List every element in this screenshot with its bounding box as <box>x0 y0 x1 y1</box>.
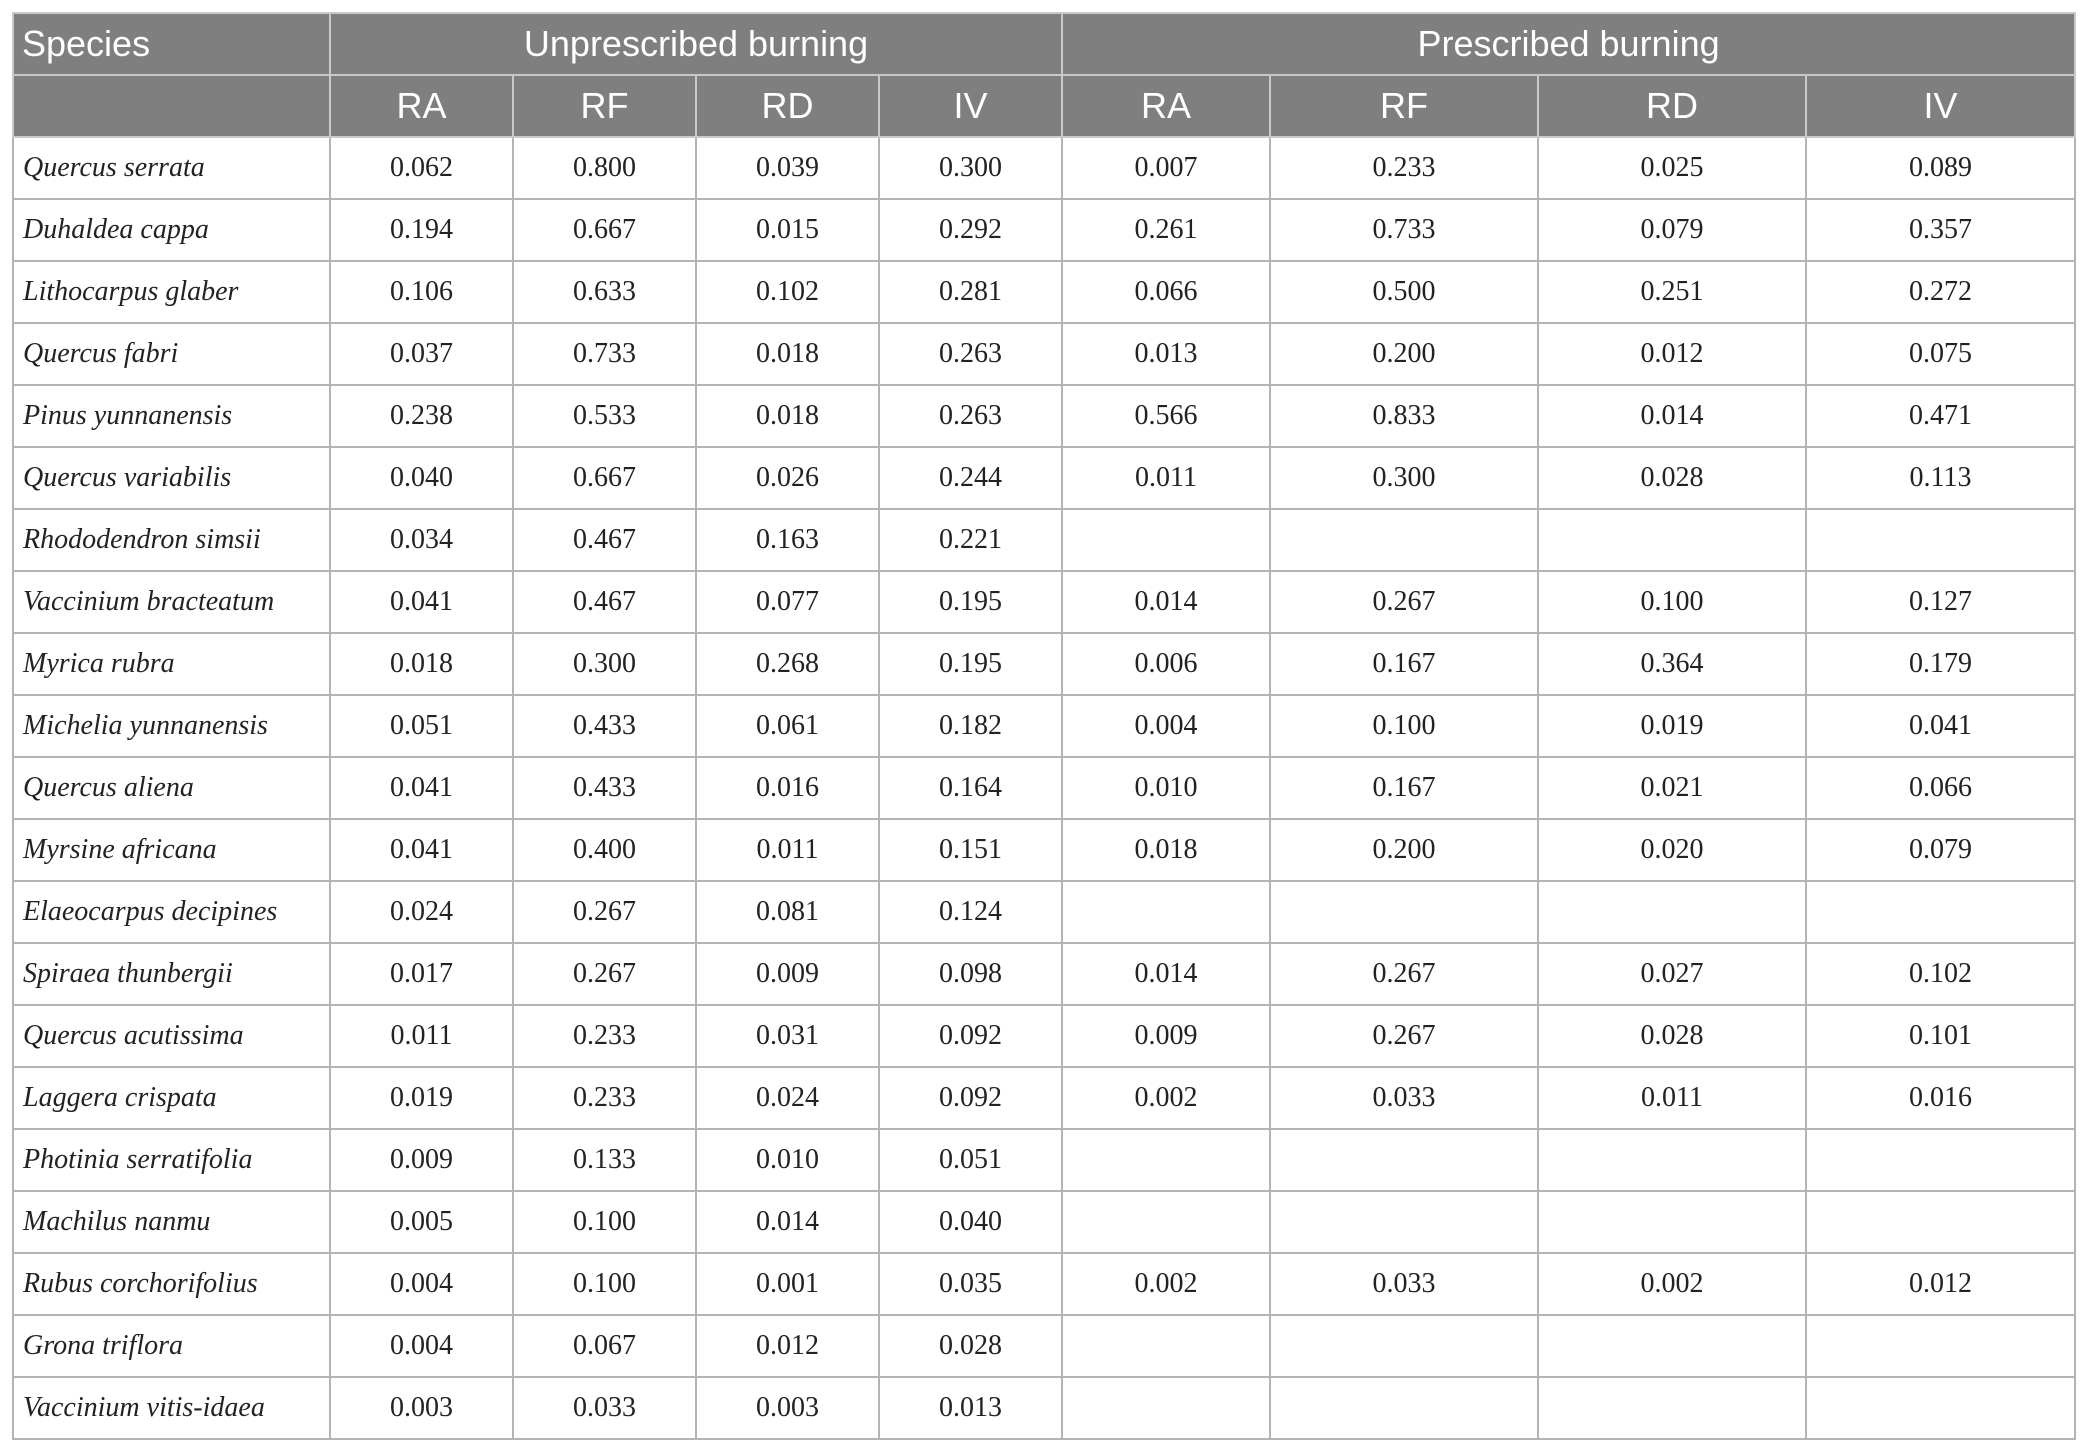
prescribed-ra-cell <box>1062 881 1270 943</box>
unprescribed-rd-cell: 0.031 <box>696 1005 879 1067</box>
unprescribed-rf-cell: 0.667 <box>513 199 696 261</box>
prescribed-ra-cell: 0.010 <box>1062 757 1270 819</box>
unprescribed-rf-cell: 0.267 <box>513 943 696 1005</box>
prescribed-rf-cell <box>1270 1191 1538 1253</box>
species-name-cell: Rhododendron simsii <box>13 509 330 571</box>
prescribed-rf-cell <box>1270 1377 1538 1439</box>
unprescribed-rf-cell: 0.267 <box>513 881 696 943</box>
prescribed-iv-cell <box>1806 1315 2075 1377</box>
prescribed-rd-cell: 0.019 <box>1538 695 1806 757</box>
prescribed-iv-cell: 0.012 <box>1806 1253 2075 1315</box>
unprescribed-rd-cell: 0.018 <box>696 385 879 447</box>
unprescribed-ra-cell: 0.024 <box>330 881 513 943</box>
unprescribed-iv-cell: 0.013 <box>879 1377 1062 1439</box>
prescribed-ra-cell <box>1062 509 1270 571</box>
prescribed-rd-cell: 0.002 <box>1538 1253 1806 1315</box>
prescribed-ra-cell: 0.013 <box>1062 323 1270 385</box>
species-name-cell: Machilus nanmu <box>13 1191 330 1253</box>
unprescribed-iv-cell: 0.098 <box>879 943 1062 1005</box>
unprescribed-iv-cell: 0.124 <box>879 881 1062 943</box>
unprescribed-iv-cell: 0.281 <box>879 261 1062 323</box>
unprescribed-rd-cell: 0.061 <box>696 695 879 757</box>
prescribed-iv-cell: 0.101 <box>1806 1005 2075 1067</box>
prescribed-group-header: Prescribed burning <box>1062 13 2075 75</box>
prescribed-iv-cell: 0.075 <box>1806 323 2075 385</box>
unprescribed-iv-cell: 0.035 <box>879 1253 1062 1315</box>
prescribed-ra-cell <box>1062 1191 1270 1253</box>
unprescribed-iv-cell: 0.028 <box>879 1315 1062 1377</box>
species-name-cell: Pinus yunnanensis <box>13 385 330 447</box>
species-name-cell: Myrica rubra <box>13 633 330 695</box>
unprescribed-rd-cell: 0.163 <box>696 509 879 571</box>
species-name-cell: Grona triflora <box>13 1315 330 1377</box>
unprescribed-ra-cell: 0.062 <box>330 137 513 199</box>
species-name-cell: Spiraea thunbergii <box>13 943 330 1005</box>
column-header-rf: RF <box>1270 75 1538 137</box>
prescribed-rf-cell: 0.167 <box>1270 633 1538 695</box>
species-name-cell: Lithocarpus glaber <box>13 261 330 323</box>
unprescribed-rd-cell: 0.018 <box>696 323 879 385</box>
unprescribed-ra-cell: 0.011 <box>330 1005 513 1067</box>
unprescribed-rd-cell: 0.014 <box>696 1191 879 1253</box>
unprescribed-ra-cell: 0.019 <box>330 1067 513 1129</box>
unprescribed-rf-cell: 0.400 <box>513 819 696 881</box>
prescribed-rf-cell: 0.200 <box>1270 323 1538 385</box>
unprescribed-iv-cell: 0.195 <box>879 571 1062 633</box>
prescribed-ra-cell <box>1062 1315 1270 1377</box>
unprescribed-iv-cell: 0.263 <box>879 385 1062 447</box>
unprescribed-rf-cell: 0.633 <box>513 261 696 323</box>
table-row <box>13 633 2075 695</box>
column-header-iv: IV <box>1806 75 2075 137</box>
prescribed-iv-cell <box>1806 1377 2075 1439</box>
unprescribed-rd-cell: 0.012 <box>696 1315 879 1377</box>
prescribed-iv-cell: 0.113 <box>1806 447 2075 509</box>
table-row <box>13 819 2075 881</box>
prescribed-rf-cell: 0.267 <box>1270 571 1538 633</box>
unprescribed-rf-cell: 0.233 <box>513 1005 696 1067</box>
prescribed-rd-cell: 0.100 <box>1538 571 1806 633</box>
prescribed-rf-cell: 0.167 <box>1270 757 1538 819</box>
unprescribed-iv-cell: 0.221 <box>879 509 1062 571</box>
unprescribed-rf-cell: 0.800 <box>513 137 696 199</box>
prescribed-ra-cell: 0.261 <box>1062 199 1270 261</box>
unprescribed-rd-cell: 0.268 <box>696 633 879 695</box>
prescribed-ra-cell <box>1062 1129 1270 1191</box>
unprescribed-rd-cell: 0.077 <box>696 571 879 633</box>
table-row <box>13 1129 2075 1191</box>
species-name-cell: Duhaldea cappa <box>13 199 330 261</box>
prescribed-rd-cell: 0.251 <box>1538 261 1806 323</box>
prescribed-rf-cell: 0.033 <box>1270 1067 1538 1129</box>
unprescribed-rd-cell: 0.039 <box>696 137 879 199</box>
prescribed-rd-cell: 0.011 <box>1538 1067 1806 1129</box>
prescribed-rf-cell: 0.033 <box>1270 1253 1538 1315</box>
header-metric-row <box>13 75 2075 137</box>
prescribed-iv-cell <box>1806 509 2075 571</box>
unprescribed-rf-cell: 0.467 <box>513 571 696 633</box>
unprescribed-rf-cell: 0.033 <box>513 1377 696 1439</box>
unprescribed-rf-cell: 0.533 <box>513 385 696 447</box>
unprescribed-rd-cell: 0.009 <box>696 943 879 1005</box>
prescribed-iv-cell: 0.102 <box>1806 943 2075 1005</box>
prescribed-rf-cell <box>1270 509 1538 571</box>
prescribed-rd-cell: 0.020 <box>1538 819 1806 881</box>
unprescribed-ra-cell: 0.018 <box>330 633 513 695</box>
prescribed-ra-cell <box>1062 1377 1270 1439</box>
unprescribed-iv-cell: 0.244 <box>879 447 1062 509</box>
prescribed-rf-cell: 0.267 <box>1270 943 1538 1005</box>
unprescribed-ra-cell: 0.017 <box>330 943 513 1005</box>
prescribed-iv-cell: 0.179 <box>1806 633 2075 695</box>
unprescribed-iv-cell: 0.092 <box>879 1067 1062 1129</box>
species-name-cell: Quercus aliena <box>13 757 330 819</box>
unprescribed-iv-cell: 0.164 <box>879 757 1062 819</box>
prescribed-iv-cell: 0.066 <box>1806 757 2075 819</box>
unprescribed-rd-cell: 0.011 <box>696 819 879 881</box>
table-row <box>13 943 2075 1005</box>
column-header-rd: RD <box>1538 75 1806 137</box>
unprescribed-ra-cell: 0.041 <box>330 757 513 819</box>
prescribed-rf-cell <box>1270 1129 1538 1191</box>
unprescribed-rf-cell: 0.233 <box>513 1067 696 1129</box>
unprescribed-rd-cell: 0.016 <box>696 757 879 819</box>
unprescribed-ra-cell: 0.037 <box>330 323 513 385</box>
table-row <box>13 571 2075 633</box>
table-row <box>13 1315 2075 1377</box>
prescribed-rd-cell: 0.025 <box>1538 137 1806 199</box>
unprescribed-rd-cell: 0.003 <box>696 1377 879 1439</box>
prescribed-iv-cell: 0.127 <box>1806 571 2075 633</box>
prescribed-rf-cell: 0.833 <box>1270 385 1538 447</box>
prescribed-rf-cell: 0.300 <box>1270 447 1538 509</box>
table-row <box>13 1191 2075 1253</box>
unprescribed-rf-cell: 0.067 <box>513 1315 696 1377</box>
species-importance-table <box>12 12 2076 1440</box>
prescribed-rd-cell <box>1538 1129 1806 1191</box>
table-row <box>13 1005 2075 1067</box>
prescribed-rd-cell <box>1538 1315 1806 1377</box>
species-name-cell: Michelia yunnanensis <box>13 695 330 757</box>
column-header-rd: RD <box>696 75 879 137</box>
column-header-ra: RA <box>1062 75 1270 137</box>
prescribed-iv-cell: 0.272 <box>1806 261 2075 323</box>
prescribed-rd-cell: 0.079 <box>1538 199 1806 261</box>
prescribed-iv-cell <box>1806 881 2075 943</box>
unprescribed-ra-cell: 0.003 <box>330 1377 513 1439</box>
unprescribed-iv-cell: 0.151 <box>879 819 1062 881</box>
prescribed-iv-cell: 0.357 <box>1806 199 2075 261</box>
prescribed-ra-cell: 0.066 <box>1062 261 1270 323</box>
prescribed-rf-cell: 0.200 <box>1270 819 1538 881</box>
prescribed-ra-cell: 0.009 <box>1062 1005 1270 1067</box>
table-row <box>13 261 2075 323</box>
prescribed-rf-cell <box>1270 1315 1538 1377</box>
table-row <box>13 385 2075 447</box>
species-name-cell: Rubus corchorifolius <box>13 1253 330 1315</box>
unprescribed-group-header: Unprescribed burning <box>330 13 1062 75</box>
species-name-cell: Quercus fabri <box>13 323 330 385</box>
unprescribed-rf-cell: 0.100 <box>513 1253 696 1315</box>
unprescribed-ra-cell: 0.041 <box>330 819 513 881</box>
prescribed-rd-cell: 0.012 <box>1538 323 1806 385</box>
table-row <box>13 323 2075 385</box>
unprescribed-rd-cell: 0.081 <box>696 881 879 943</box>
prescribed-rd-cell: 0.014 <box>1538 385 1806 447</box>
table-row <box>13 881 2075 943</box>
unprescribed-rd-cell: 0.010 <box>696 1129 879 1191</box>
table-row <box>13 1377 2075 1439</box>
unprescribed-iv-cell: 0.195 <box>879 633 1062 695</box>
table-row <box>13 1253 2075 1315</box>
prescribed-ra-cell: 0.004 <box>1062 695 1270 757</box>
table-row <box>13 509 2075 571</box>
prescribed-iv-cell: 0.041 <box>1806 695 2075 757</box>
prescribed-rd-cell: 0.364 <box>1538 633 1806 695</box>
unprescribed-ra-cell: 0.040 <box>330 447 513 509</box>
unprescribed-rf-cell: 0.133 <box>513 1129 696 1191</box>
prescribed-ra-cell: 0.007 <box>1062 137 1270 199</box>
unprescribed-ra-cell: 0.004 <box>330 1315 513 1377</box>
table-row <box>13 757 2075 819</box>
species-name-cell: Quercus serrata <box>13 137 330 199</box>
unprescribed-ra-cell: 0.004 <box>330 1253 513 1315</box>
unprescribed-rd-cell: 0.024 <box>696 1067 879 1129</box>
prescribed-ra-cell: 0.002 <box>1062 1253 1270 1315</box>
unprescribed-iv-cell: 0.092 <box>879 1005 1062 1067</box>
unprescribed-iv-cell: 0.292 <box>879 199 1062 261</box>
species-name-cell: Elaeocarpus decipines <box>13 881 330 943</box>
prescribed-rd-cell <box>1538 881 1806 943</box>
table-row <box>13 137 2075 199</box>
prescribed-rd-cell <box>1538 509 1806 571</box>
species-name-cell: Myrsine africana <box>13 819 330 881</box>
prescribed-rf-cell: 0.733 <box>1270 199 1538 261</box>
column-header-iv: IV <box>879 75 1062 137</box>
unprescribed-ra-cell: 0.005 <box>330 1191 513 1253</box>
prescribed-ra-cell: 0.006 <box>1062 633 1270 695</box>
header-group-row <box>13 13 2075 75</box>
prescribed-rf-cell: 0.233 <box>1270 137 1538 199</box>
table-body <box>13 137 2075 1439</box>
prescribed-ra-cell: 0.018 <box>1062 819 1270 881</box>
unprescribed-ra-cell: 0.238 <box>330 385 513 447</box>
species-name-cell: Vaccinium bracteatum <box>13 571 330 633</box>
species-column-header: Species <box>13 13 330 75</box>
prescribed-iv-cell: 0.089 <box>1806 137 2075 199</box>
prescribed-iv-cell: 0.471 <box>1806 385 2075 447</box>
unprescribed-ra-cell: 0.034 <box>330 509 513 571</box>
unprescribed-iv-cell: 0.182 <box>879 695 1062 757</box>
species-table-container <box>12 12 2076 1440</box>
prescribed-ra-cell: 0.011 <box>1062 447 1270 509</box>
unprescribed-iv-cell: 0.040 <box>879 1191 1062 1253</box>
prescribed-rd-cell: 0.028 <box>1538 1005 1806 1067</box>
prescribed-ra-cell: 0.002 <box>1062 1067 1270 1129</box>
species-name-cell: Vaccinium vitis-idaea <box>13 1377 330 1439</box>
table-row <box>13 199 2075 261</box>
unprescribed-rd-cell: 0.015 <box>696 199 879 261</box>
unprescribed-rf-cell: 0.733 <box>513 323 696 385</box>
prescribed-iv-cell: 0.016 <box>1806 1067 2075 1129</box>
unprescribed-rf-cell: 0.667 <box>513 447 696 509</box>
table-header <box>13 13 2075 137</box>
prescribed-rf-cell: 0.100 <box>1270 695 1538 757</box>
species-name-cell: Photinia serratifolia <box>13 1129 330 1191</box>
prescribed-rd-cell: 0.028 <box>1538 447 1806 509</box>
species-name-cell: Quercus variabilis <box>13 447 330 509</box>
prescribed-iv-cell: 0.079 <box>1806 819 2075 881</box>
species-name-cell: Laggera crispata <box>13 1067 330 1129</box>
prescribed-ra-cell: 0.014 <box>1062 943 1270 1005</box>
unprescribed-ra-cell: 0.009 <box>330 1129 513 1191</box>
prescribed-rd-cell: 0.021 <box>1538 757 1806 819</box>
unprescribed-rd-cell: 0.001 <box>696 1253 879 1315</box>
column-header-ra: RA <box>330 75 513 137</box>
species-name-cell: Quercus acutissima <box>13 1005 330 1067</box>
prescribed-iv-cell <box>1806 1129 2075 1191</box>
prescribed-rd-cell <box>1538 1377 1806 1439</box>
unprescribed-rf-cell: 0.100 <box>513 1191 696 1253</box>
table-row <box>13 1067 2075 1129</box>
prescribed-iv-cell <box>1806 1191 2075 1253</box>
prescribed-rd-cell: 0.027 <box>1538 943 1806 1005</box>
prescribed-rf-cell: 0.500 <box>1270 261 1538 323</box>
unprescribed-ra-cell: 0.194 <box>330 199 513 261</box>
unprescribed-iv-cell: 0.300 <box>879 137 1062 199</box>
unprescribed-ra-cell: 0.051 <box>330 695 513 757</box>
unprescribed-iv-cell: 0.263 <box>879 323 1062 385</box>
unprescribed-rf-cell: 0.467 <box>513 509 696 571</box>
header-blank-cell <box>13 75 330 137</box>
unprescribed-rd-cell: 0.026 <box>696 447 879 509</box>
table-row <box>13 695 2075 757</box>
unprescribed-rf-cell: 0.300 <box>513 633 696 695</box>
prescribed-rf-cell <box>1270 881 1538 943</box>
unprescribed-rd-cell: 0.102 <box>696 261 879 323</box>
table-row <box>13 447 2075 509</box>
column-header-rf: RF <box>513 75 696 137</box>
prescribed-rd-cell <box>1538 1191 1806 1253</box>
prescribed-ra-cell: 0.014 <box>1062 571 1270 633</box>
unprescribed-iv-cell: 0.051 <box>879 1129 1062 1191</box>
prescribed-ra-cell: 0.566 <box>1062 385 1270 447</box>
unprescribed-rf-cell: 0.433 <box>513 757 696 819</box>
unprescribed-rf-cell: 0.433 <box>513 695 696 757</box>
prescribed-rf-cell: 0.267 <box>1270 1005 1538 1067</box>
unprescribed-ra-cell: 0.041 <box>330 571 513 633</box>
unprescribed-ra-cell: 0.106 <box>330 261 513 323</box>
